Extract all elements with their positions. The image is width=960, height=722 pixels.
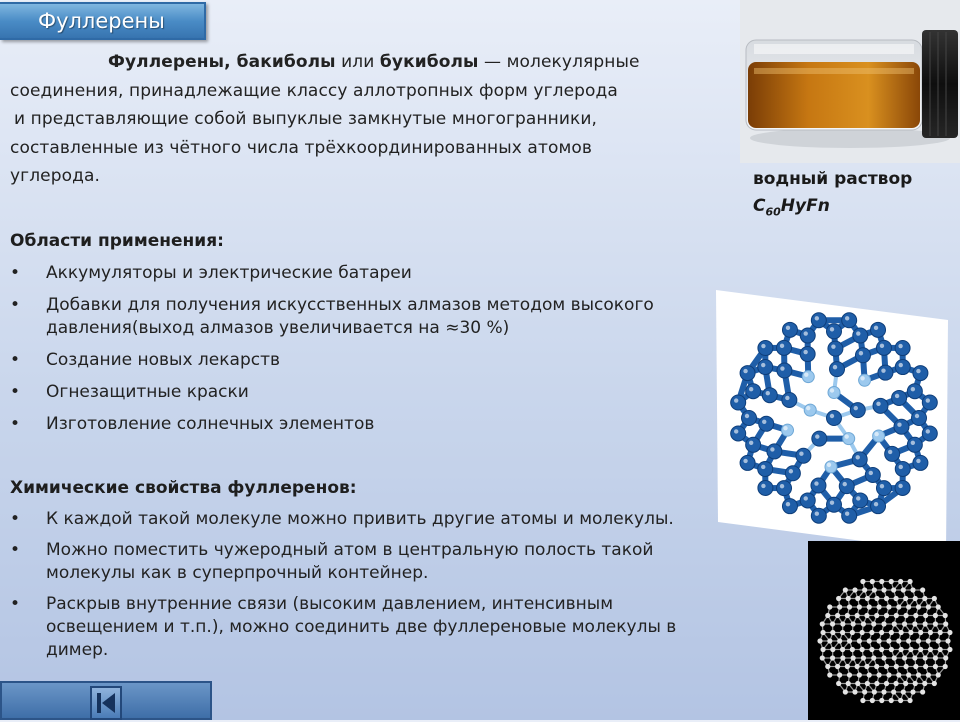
chemistry-item-line: Раскрыв внутренние связи (высоким давлением, интенсивным — [46, 593, 740, 616]
applications-item-line: Огнезащитные краски — [46, 381, 740, 404]
bullet-icon: • — [10, 508, 20, 531]
chemistry-item-line: освещением и т.п.), можно соединить две фуллереновые молекулы в — [46, 616, 740, 639]
chemistry-list — [10, 508, 740, 670]
vial-photo — [740, 0, 960, 163]
applications-item — [10, 413, 740, 436]
chemistry-item — [10, 539, 740, 585]
intro-term-1: Фуллерены, бакиболы — [108, 52, 336, 72]
applications-list — [10, 262, 740, 445]
chemistry-heading: Химические свойства фуллеренов: — [10, 478, 357, 498]
chemistry-item — [10, 508, 740, 531]
formula-rest: HyFn — [781, 196, 830, 216]
applications-item — [10, 381, 740, 404]
intro-paragraph — [10, 48, 730, 191]
applications-item-line: давления(выход алмазов увеличивается на ≈30 %) — [46, 317, 740, 340]
applications-item — [10, 294, 740, 340]
back-triangle-icon — [92, 688, 120, 718]
formula-sub: 60 — [765, 205, 780, 218]
vial-caption-line1: водный раствор — [753, 166, 912, 193]
vial-formula — [753, 193, 912, 225]
slide-title-tab — [0, 2, 206, 40]
chemistry-item-line: К каждой такой молекуле можно привить другие атомы и молекулы. — [46, 508, 740, 531]
intro-conj: или — [336, 52, 380, 72]
bullet-icon: • — [10, 413, 20, 436]
intro-line-3: и представляющие собой выпуклые замкнутые многогранники, — [10, 105, 730, 134]
intro-term-2: букиболы — [380, 52, 479, 72]
intro-line-4: составленные из чётного числа трёхкоординированных атомов — [10, 134, 730, 163]
applications-heading: Области применения: — [10, 231, 224, 251]
slide-title: Фуллерены — [38, 9, 165, 33]
chemistry-item-line: молекулы как в суперпрочный контейнер. — [46, 562, 740, 585]
intro-rest-1: — молекулярные — [479, 52, 640, 72]
intro-line-5: углерода. — [10, 162, 730, 191]
formula-c: C — [753, 196, 765, 216]
bullet-icon: • — [10, 539, 20, 562]
applications-item-line: Изготовление солнечных элементов — [46, 413, 740, 436]
bullet-icon: • — [10, 593, 20, 616]
applications-item-line: Аккумуляторы и электрические батареи — [46, 262, 740, 285]
fullerene-mesh-image — [808, 541, 960, 720]
applications-item — [10, 262, 740, 285]
bullet-icon: • — [10, 349, 20, 372]
bullet-icon: • — [10, 294, 20, 317]
chemistry-item-line: димер. — [46, 639, 740, 662]
chemistry-item-line: Можно поместить чужеродный атом в центральную полость такой — [46, 539, 740, 562]
vial-caption — [753, 166, 912, 225]
back-button[interactable] — [90, 686, 122, 720]
bullet-icon: • — [10, 262, 20, 285]
intro-line-2: соединения, принадлежащие классу аллотропных форм углерода — [10, 77, 730, 106]
applications-item-line: Создание новых лекарств — [46, 349, 740, 372]
applications-item — [10, 349, 740, 372]
bullet-icon: • — [10, 381, 20, 404]
fullerene-model-image — [716, 290, 948, 552]
chemistry-item — [10, 593, 740, 662]
intro-line-1 — [10, 48, 730, 77]
applications-item-line: Добавки для получения искусственных алмазов методом высокого — [46, 294, 740, 317]
